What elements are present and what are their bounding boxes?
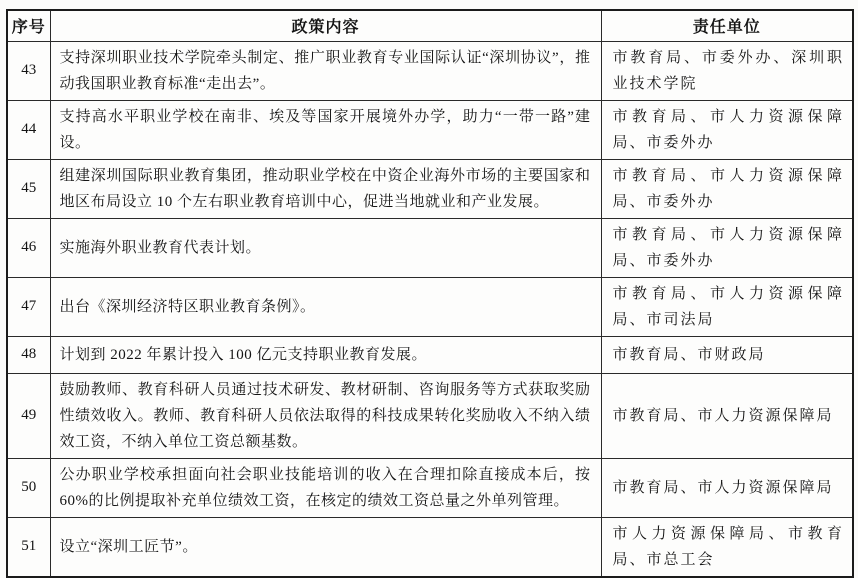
responsible-unit-cell: 市教育局、市财政局 [601,336,853,373]
header-policy-content: 政策内容 [50,10,601,41]
header-row [7,10,853,41]
row-serial-number: 49 [7,373,50,458]
row-serial-number: 47 [7,277,50,336]
responsible-unit-cell: 市教育局、市人力资源保障局 [601,458,853,517]
policy-content-cell: 组建深圳国际职业教育集团，推动职业学校在中资企业海外市场的主要国家和地区布局设立 10 个左右职业教育培训中心，促进当地就业和产业发展。 [50,159,601,218]
row-serial-number: 46 [7,218,50,277]
responsible-unit-cell: 市教育局、市委外办、深圳职业技术学院 [601,41,853,100]
responsible-unit-cell: 市教育局、市人力资源保障局、市委外办 [601,100,853,159]
table-row [7,458,853,517]
table-body [7,41,853,577]
policy-content-cell: 鼓励教师、教育科研人员通过技术研发、教材研制、咨询服务等方式获取奖励性绩效收入。教师、教育科研人员依法取得的科技成果转化奖励收入不纳入绩效工资，不纳入单位工资总额基数。 [50,373,601,458]
row-serial-number: 45 [7,159,50,218]
policy-content-cell: 实施海外职业教育代表计划。 [50,218,601,277]
table-row [7,373,853,458]
policy-content-cell: 公办职业学校承担面向社会职业技能培训的收入在合理扣除直接成本后，按 60%的比例提取补充单位绩效工资，在核定的绩效工资总量之外单列管理。 [50,458,601,517]
policy-table [6,9,854,578]
document-page [6,9,854,578]
responsible-unit-cell: 市人力资源保障局、市教育局、市总工会 [601,517,853,577]
table-row [7,336,853,373]
responsible-unit-cell: 市教育局、市人力资源保障局、市委外办 [601,159,853,218]
table-row [7,159,853,218]
policy-content-cell: 支持深圳职业技术学院牵头制定、推广职业教育专业国际认证“深圳协议”，推动我国职业教育标准“走出去”。 [50,41,601,100]
table-row [7,277,853,336]
policy-content-cell: 出台《深圳经济特区职业教育条例》。 [50,277,601,336]
policy-content-cell: 支持高水平职业学校在南非、埃及等国家开展境外办学，助力“一带一路”建设。 [50,100,601,159]
policy-content-cell: 计划到 2022 年累计投入 100 亿元支持职业教育发展。 [50,336,601,373]
table-row [7,517,853,577]
header-responsible-unit: 责任单位 [601,10,853,41]
row-serial-number: 44 [7,100,50,159]
responsible-unit-cell: 市教育局、市人力资源保障局 [601,373,853,458]
row-serial-number: 50 [7,458,50,517]
table-row [7,218,853,277]
header-serial-number: 序号 [7,10,50,41]
row-serial-number: 48 [7,336,50,373]
table-row [7,41,853,100]
row-serial-number: 51 [7,517,50,577]
responsible-unit-cell: 市教育局、市人力资源保障局、市司法局 [601,277,853,336]
row-serial-number: 43 [7,41,50,100]
table-row [7,100,853,159]
policy-content-cell: 设立“深圳工匠节”。 [50,517,601,577]
responsible-unit-cell: 市教育局、市人力资源保障局、市委外办 [601,218,853,277]
